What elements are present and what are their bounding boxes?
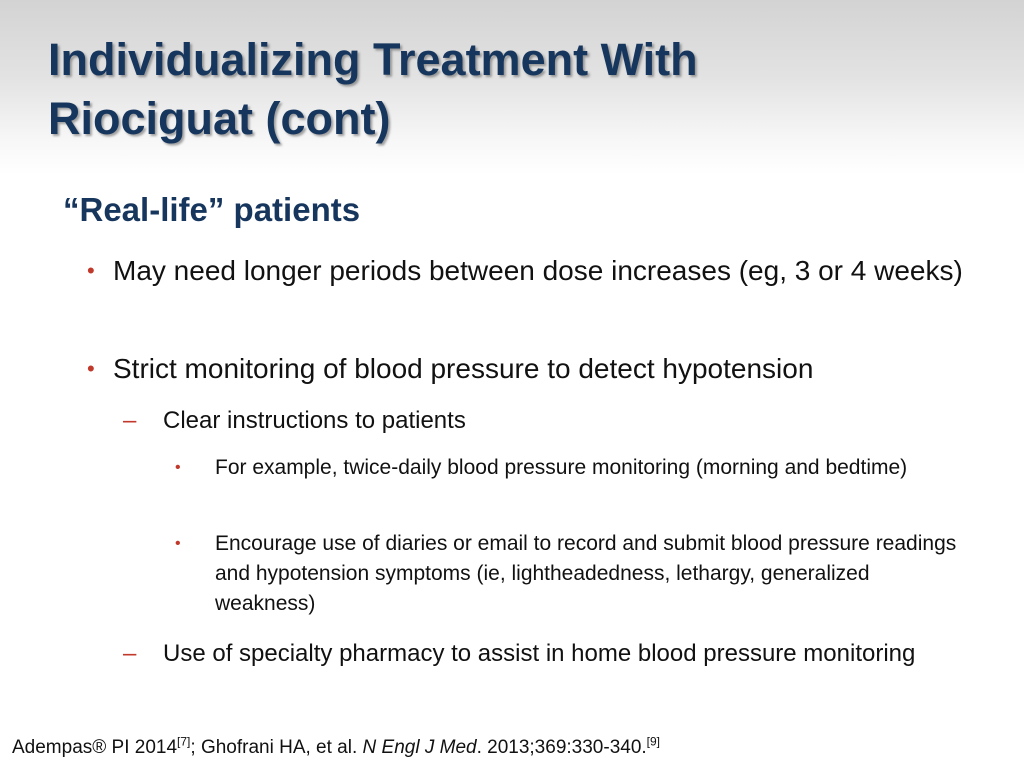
title-line-2: Riociguat (cont): [48, 93, 391, 144]
sub-bullet-item: [123, 404, 963, 438]
slide-title: [48, 30, 948, 148]
bullet-text: May need longer periods between dose increases (eg, 3 or 4 weeks): [113, 255, 963, 286]
reference-2-citation-text: . 2013;369:330-340.: [476, 737, 647, 758]
reference-1-citation: [7]: [177, 734, 191, 749]
bullet-marker: •: [87, 258, 95, 283]
sub-sub-bullet-text: Encourage use of diaries or email to record and submit blood pressure readings and hypotension symptoms (ie, lightheadedness, lethargy, generalized weakness): [215, 532, 957, 615]
footer-references: [12, 735, 660, 761]
reference-2-citation: [9]: [646, 734, 661, 749]
sub-bullet-text: Clear instructions to patients: [163, 407, 466, 434]
sub-bullet-item: [123, 637, 963, 671]
journal-name: N Engl J Med: [362, 737, 477, 758]
reference-separator: ; Ghofrani HA, et al.: [190, 737, 363, 758]
bullet-marker: •: [175, 459, 181, 476]
dash-marker: –: [123, 407, 137, 434]
subtitle: “Real-life” patients: [63, 191, 361, 228]
bullet-text: Strict monitoring of blood pressure to detect hypotension: [113, 353, 814, 384]
bullet-item: [87, 348, 983, 389]
sub-sub-bullet-item: [175, 529, 975, 619]
sub-sub-bullet-text: For example, twice-daily blood pressure monitoring (morning and bedtime): [215, 456, 908, 479]
dash-marker: –: [123, 640, 137, 667]
bullet-marker: •: [87, 356, 95, 381]
reference-1: Adempas® PI 2014: [12, 737, 178, 758]
bullet-item: [87, 250, 983, 291]
title-line-1: Individualizing Treatment With: [48, 34, 698, 85]
bullet-marker: •: [175, 535, 181, 552]
sub-sub-bullet-item: [175, 453, 975, 483]
sub-bullet-text: Use of specialty pharmacy to assist in home blood pressure monitoring: [163, 640, 916, 667]
